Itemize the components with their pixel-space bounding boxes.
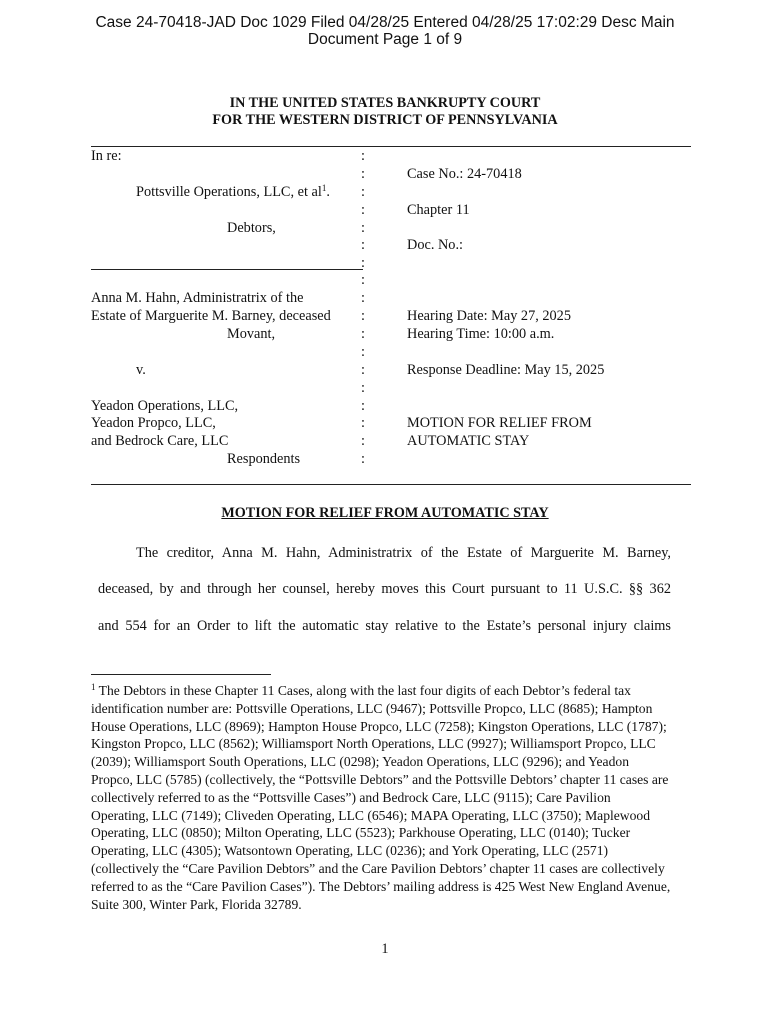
caption-colon: : xyxy=(361,415,365,431)
debtor-name: Pottsville Operations, LLC, et $al^1$. xyxy=(136,183,330,200)
caption-colon: : xyxy=(361,433,365,449)
caption-colon: : xyxy=(361,290,365,306)
court-name-line1: IN THE UNITED STATES BANKRUPTY COURT xyxy=(229,95,541,111)
footnote-text: The Debtors in these Chapter 11 Cases, along with the last four digits of each Debtor’s federal tax identification number are: Pottsville Operations, LLC (9467); Pottsville Propco, LLC (8685); Hampton House Operations, LLC (8969); Hampton House Propco, LLC (7258); Kingston Operations, LLC (1787); Kingston Propco, LLC (8562); Williamsport North Operations, LLC (9927); Williamsport Propco, LLC (2039); Williamsport South Operations, LLC (0298); Yeadon Operations, LLC (9296); and Yeadon Propco, LLC (5785) (collectively, the “Pottsville Debtors” and the Pottsville Debtors’ chapter 11 cases are collectively referred to as the “Pottsville Cases”) and Bedrock Care, LLC (9115); Care Pavilion Operating, LLC (7149); Cliveden Operating, LLC (6546); MAPA Operating, LLC (3750); Maplewood Operating, LLC (0850); Milton Operating, LLC (5523); Parkhouse Operating, LLC (0140); Tucker Operating, LLC (4305); Watsontown Operating, LLC (0236); and York Operating, LLC (2571) (collectively the “Care Pavilion Debtors” and the Care Pavilion Debtors’ chapter 11 cases are collectively referred to as the “Care Pavilion Cases”). The Debtors’ mailing address is 425 West New England Avenue, Suite 300, Winter Park, Florida 32789. xyxy=(91,683,671,912)
movant-line1: Anna M. Hahn, Administratrix of the xyxy=(91,290,304,306)
caption-colon: : xyxy=(361,451,365,467)
filing-stamp-line1: Case 24-70418-JAD Doc 1029 Filed 04/28/25 Entered 04/28/25 17:02:29 Desc Main xyxy=(95,14,675,31)
caption-colon: : xyxy=(361,362,365,378)
caption-colon: : xyxy=(361,220,365,236)
movant-label: Movant, xyxy=(227,326,276,342)
caption-colon: : xyxy=(361,202,365,218)
respondent-1: Yeadon Operations, LLC, xyxy=(91,398,239,414)
caption-colon: : xyxy=(361,344,365,360)
respondents-label: Respondents xyxy=(227,451,301,467)
motion-title: MOTION FOR RELIEF FROM AUTOMATIC STAY xyxy=(221,505,549,521)
caption-colon: : xyxy=(361,308,365,324)
caption-colon: : xyxy=(361,272,365,288)
body-line-2: deceased, by and through her counsel, hereby moves this Court pursuant to 11 U.S.C. §§ 362 xyxy=(98,581,671,597)
caption-colon: : xyxy=(361,255,365,271)
caption-colon: : xyxy=(361,398,365,414)
caption-bottom-rule xyxy=(91,484,691,485)
debtors-label: Debtors, xyxy=(227,220,276,236)
respondent-2: Yeadon Propco, LLC, xyxy=(91,415,216,431)
hearing-date: Hearing Date: May 27, 2025 xyxy=(407,308,571,324)
caption-top-rule xyxy=(91,146,691,147)
case-number: Case No.: 24-70418 xyxy=(407,166,522,182)
caption-colon: : xyxy=(361,380,365,396)
hearing-time: Hearing Time: 10:00 a.m. xyxy=(407,326,555,342)
respondent-3: and Bedrock Care, LLC xyxy=(91,433,229,449)
body-line-3: and 554 for an Order to lift the automatic stay relative to the Estate’s personal injury claims xyxy=(98,618,671,634)
caption-colon: : xyxy=(361,184,365,200)
footnote-separator xyxy=(91,674,271,675)
in-re-label: In re: xyxy=(91,148,122,164)
caption-colon: : xyxy=(361,166,365,182)
motion-caption-line1: MOTION FOR RELIEF FROM xyxy=(407,415,592,431)
doc-number: Doc. No.: xyxy=(407,237,463,253)
footnote-ref-marker: 1 xyxy=(321,183,327,193)
caption-mid-rule xyxy=(91,269,363,270)
page-number: 1 xyxy=(381,941,389,957)
court-name-line2: FOR THE WESTERN DISTRICT OF PENNSYLVANIA xyxy=(212,112,558,128)
motion-caption-line2: AUTOMATIC STAY xyxy=(407,433,530,449)
caption-colon: : xyxy=(361,237,365,253)
versus-label: v. xyxy=(136,362,146,378)
chapter-label: Chapter 11 xyxy=(407,202,470,218)
response-deadline: Response Deadline: May 15, 2025 xyxy=(407,362,605,378)
body-line-1: The creditor, Anna M. Hahn, Administratrix of the Estate of Marguerite M. Barney, xyxy=(136,545,671,561)
footnote-marker: 1 xyxy=(91,682,96,692)
caption-colon: : xyxy=(361,148,365,164)
movant-line2: Estate of Marguerite M. Barney, deceased xyxy=(91,308,331,324)
footnote-1 xyxy=(91,682,671,913)
caption-colon: : xyxy=(361,326,365,342)
filing-stamp-line2: Document Page 1 of 9 xyxy=(307,31,463,48)
